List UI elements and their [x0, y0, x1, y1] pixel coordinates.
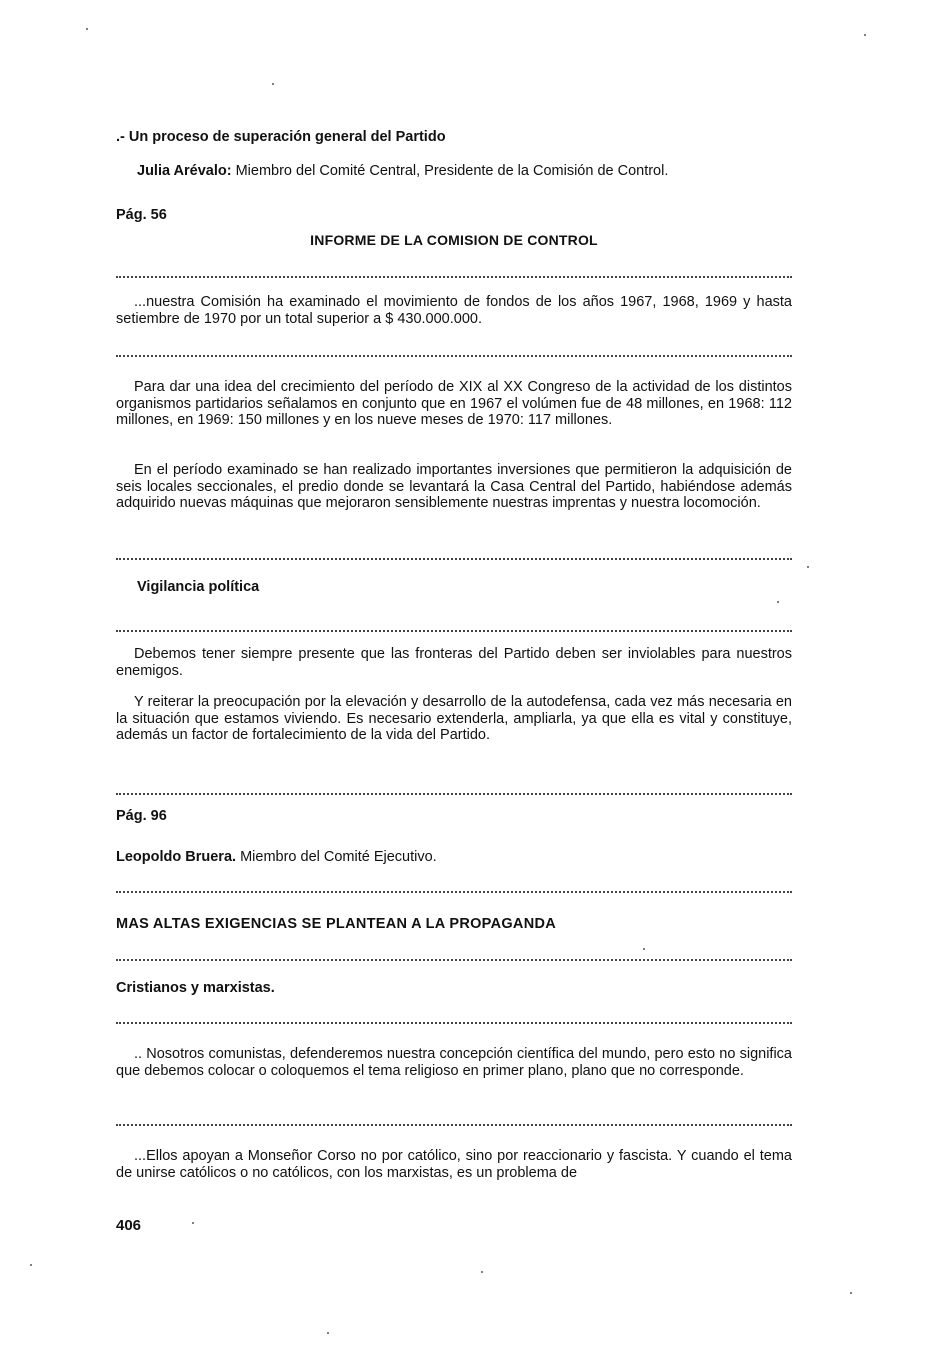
speaker-role: Miembro del Comité Central, Presidente de la Comisión de Control. [235, 163, 669, 179]
speaker-role: Miembro del Comité Ejecutivo. [240, 849, 437, 865]
scan-speck [272, 83, 274, 85]
ellipsis-divider [116, 793, 792, 795]
scan-speck [777, 601, 779, 603]
section-heading: MAS ALTAS EXIGENCIAS SE PLANTEAN A LA PROPAGANDA [116, 916, 557, 932]
ellipsis-divider [116, 630, 792, 632]
page-reference: Pág. 56 [116, 207, 167, 223]
ellipsis-divider [116, 1022, 792, 1024]
subheading: Cristianos y marxistas. [116, 980, 275, 996]
page-reference: Pág. 96 [116, 808, 167, 824]
scan-speck [192, 1222, 194, 1224]
scan-speck [481, 1271, 483, 1273]
paragraph: ...Ellos apoyan a Monseñor Corso no por católico, sino por reaccionario y fascista. Y cuando el tema de unirse católicos o no católicos, con los marxistas, es un problema de [116, 1148, 792, 1181]
paragraph: .. Nosotros comunistas, defenderemos nuestra concepción científica del mundo, pero esto no significa que debemos colocar o coloquemos el tema religioso en primer plano, plano que no corresponde. [116, 1046, 792, 1079]
scan-speck [643, 948, 645, 950]
paragraph: ...nuestra Comisión ha examinado el movimiento de fondos de los años 1967, 1968, 1969 y hasta setiembre de 1970 por un total superior a $ 430.000.000. [116, 294, 792, 327]
scan-speck [807, 566, 809, 568]
ellipsis-divider [116, 891, 792, 893]
paragraph: Debemos tener siempre presente que las fronteras del Partido deben ser inviolables para nuestros enemigos. [116, 646, 792, 679]
speaker-line [116, 849, 792, 866]
scan-speck [30, 1264, 32, 1266]
ellipsis-divider [116, 959, 792, 961]
ellipsis-divider [116, 558, 792, 560]
scan-speck [86, 28, 88, 30]
scan-speck [864, 34, 866, 36]
ellipsis-divider [116, 355, 792, 357]
speaker-name: Julia Arévalo: [137, 163, 232, 179]
paragraph: Para dar una idea del crecimiento del período de XIX al XX Congreso de la actividad de los distintos organismos partidarios señalamos en conjunto que en 1967 el volúmen fue de 48 millones, en 1968: 112 millones, en 1969: 150 millones y en los nueve meses de 1970: 117 millones. [116, 379, 792, 428]
ellipsis-divider [116, 1124, 792, 1126]
scan-speck [327, 1332, 329, 1334]
speaker-name: Leopoldo Bruera. [116, 849, 237, 865]
section-title: .- Un proceso de superación general del Partido [116, 129, 446, 145]
paragraph: Y reiterar la preocupación por la elevación y desarrollo de la autodefensa, cada vez más necesaria en la situación que estamos viviendo. Es necesario extenderla, ampliarla, ya que ella es vital y constituye, además un factor de fortalecimiento de la vida del Partido. [116, 694, 792, 743]
page-number: 406 [116, 1217, 142, 1234]
paragraph: En el período examinado se han realizado importantes inversiones que permitieron la adquisición de seis locales seccionales, el predio donde se levantará la Casa Central del Partido, habiéndose además adquirido nuevas máquinas que mejoraron sensiblemente nuestras imprentas y nuestra locomoción. [116, 462, 792, 511]
ellipsis-divider [116, 276, 792, 278]
scan-speck [850, 1292, 852, 1294]
report-heading: INFORME DE LA COMISION DE CONTROL [310, 232, 598, 248]
speaker-line [137, 163, 792, 180]
subheading: Vigilancia política [137, 579, 260, 595]
